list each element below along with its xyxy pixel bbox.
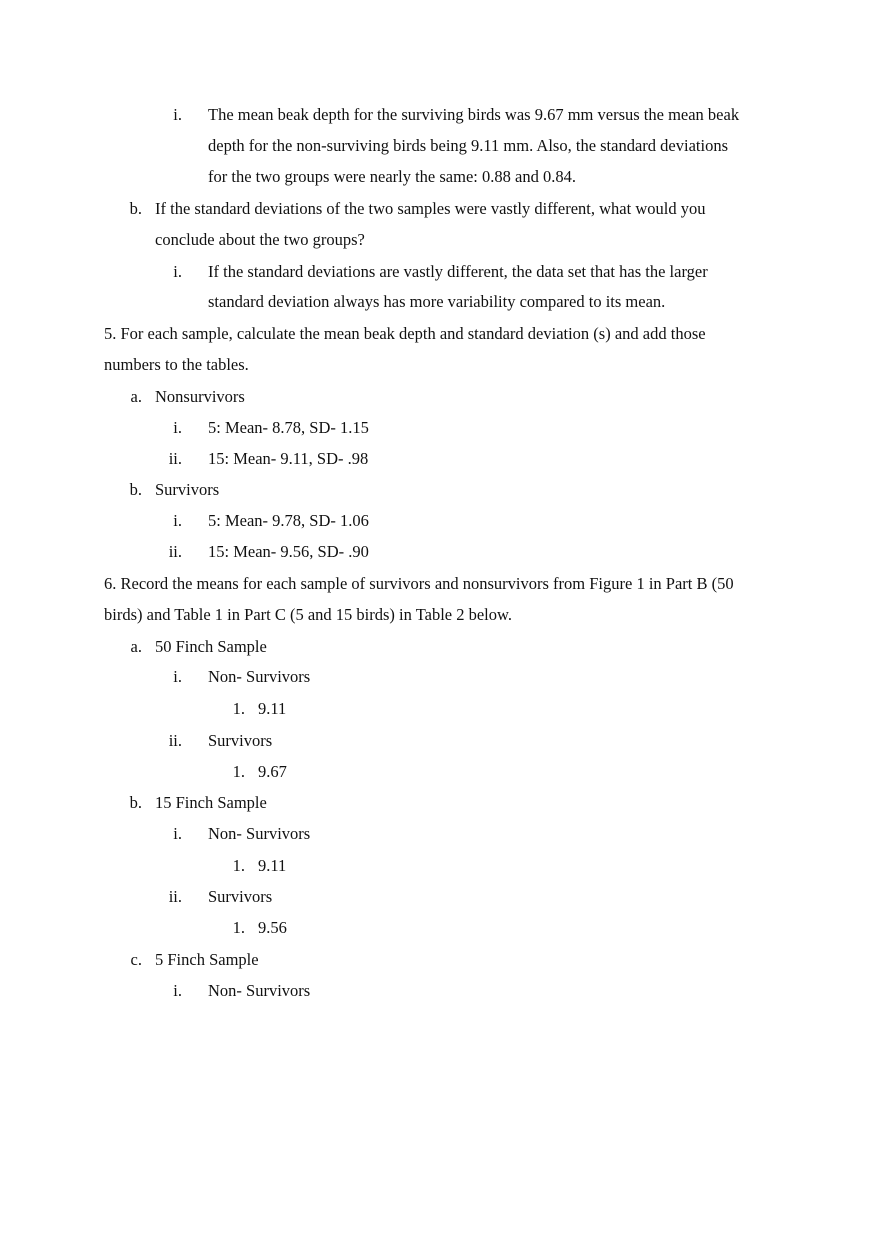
list-item: 15: Mean- 9.11, SD- .98 — [208, 449, 369, 468]
list-item-label: Non- Survivors — [208, 824, 311, 843]
list-item-label: Nonsurvivors — [155, 387, 245, 406]
question-6-line: 6. Record the means for each sample of survivors and nonsurvivors from Figure 1 in Part B (50 — [104, 574, 734, 593]
list-item: 15: Mean- 9.56, SD- .90 — [208, 542, 369, 561]
list-item: 5: Mean- 8.78, SD- 1.15 — [208, 418, 369, 437]
list-item-value: 9.67 — [258, 762, 287, 781]
paragraph-line: The mean beak depth for the surviving birds was 9.67 mm versus the mean beak — [208, 105, 740, 124]
list-marker: ii. — [168, 542, 182, 561]
list-marker: b. — [129, 793, 142, 812]
paragraph-line: If the standard deviations of the two samples were vastly different, what would you — [155, 199, 706, 218]
list-item-label: Survivors — [208, 887, 273, 906]
list-item-label: 50 Finch Sample — [155, 637, 267, 656]
paragraph-line: conclude about the two groups? — [155, 230, 365, 249]
question-5-line: 5. For each sample, calculate the mean beak depth and standard deviation (s) and add those — [104, 324, 706, 343]
list-item: 5: Mean- 9.78, SD- 1.06 — [208, 511, 369, 530]
list-marker: i. — [173, 667, 182, 686]
list-marker: b. — [129, 199, 142, 218]
list-marker: ii. — [168, 449, 182, 468]
list-marker: 1. — [232, 699, 245, 718]
list-marker: i. — [173, 981, 182, 1000]
list-marker: 1. — [232, 918, 245, 937]
list-marker: ii. — [168, 731, 182, 750]
question-6-line: birds) and Table 1 in Part C (5 and 15 birds) in Table 2 below. — [104, 605, 512, 624]
list-marker: 1. — [232, 856, 245, 875]
paragraph-line: If the standard deviations are vastly different, the data set that has the larger — [208, 262, 708, 281]
list-item-value: 9.56 — [258, 918, 287, 937]
list-marker: c. — [130, 950, 142, 969]
list-marker: ii. — [168, 887, 182, 906]
list-item-value: 9.11 — [258, 856, 287, 875]
list-marker: i. — [173, 105, 182, 124]
list-marker: a. — [130, 387, 142, 406]
list-item-label: 15 Finch Sample — [155, 793, 267, 812]
list-marker: i. — [173, 824, 182, 843]
list-marker: i. — [173, 418, 182, 437]
list-item-value: 9.11 — [258, 699, 287, 718]
list-item-label: Survivors — [208, 731, 273, 750]
question-5-line: numbers to the tables. — [104, 355, 249, 374]
list-marker: b. — [129, 480, 142, 499]
list-marker: a. — [130, 637, 142, 656]
list-item-label: 5 Finch Sample — [155, 950, 259, 969]
list-marker: 1. — [232, 762, 245, 781]
paragraph-line: standard deviation always has more variability compared to its mean. — [208, 292, 666, 311]
list-item-label: Survivors — [155, 480, 220, 499]
list-item-label: Non- Survivors — [208, 981, 311, 1000]
list-marker: i. — [173, 262, 182, 281]
paragraph-line: depth for the non-surviving birds being 9.11 mm. Also, the standard deviations — [208, 136, 728, 155]
list-marker: i. — [173, 511, 182, 530]
list-item-label: Non- Survivors — [208, 667, 311, 686]
paragraph-line: for the two groups were nearly the same: 0.88 and 0.84. — [208, 167, 576, 186]
